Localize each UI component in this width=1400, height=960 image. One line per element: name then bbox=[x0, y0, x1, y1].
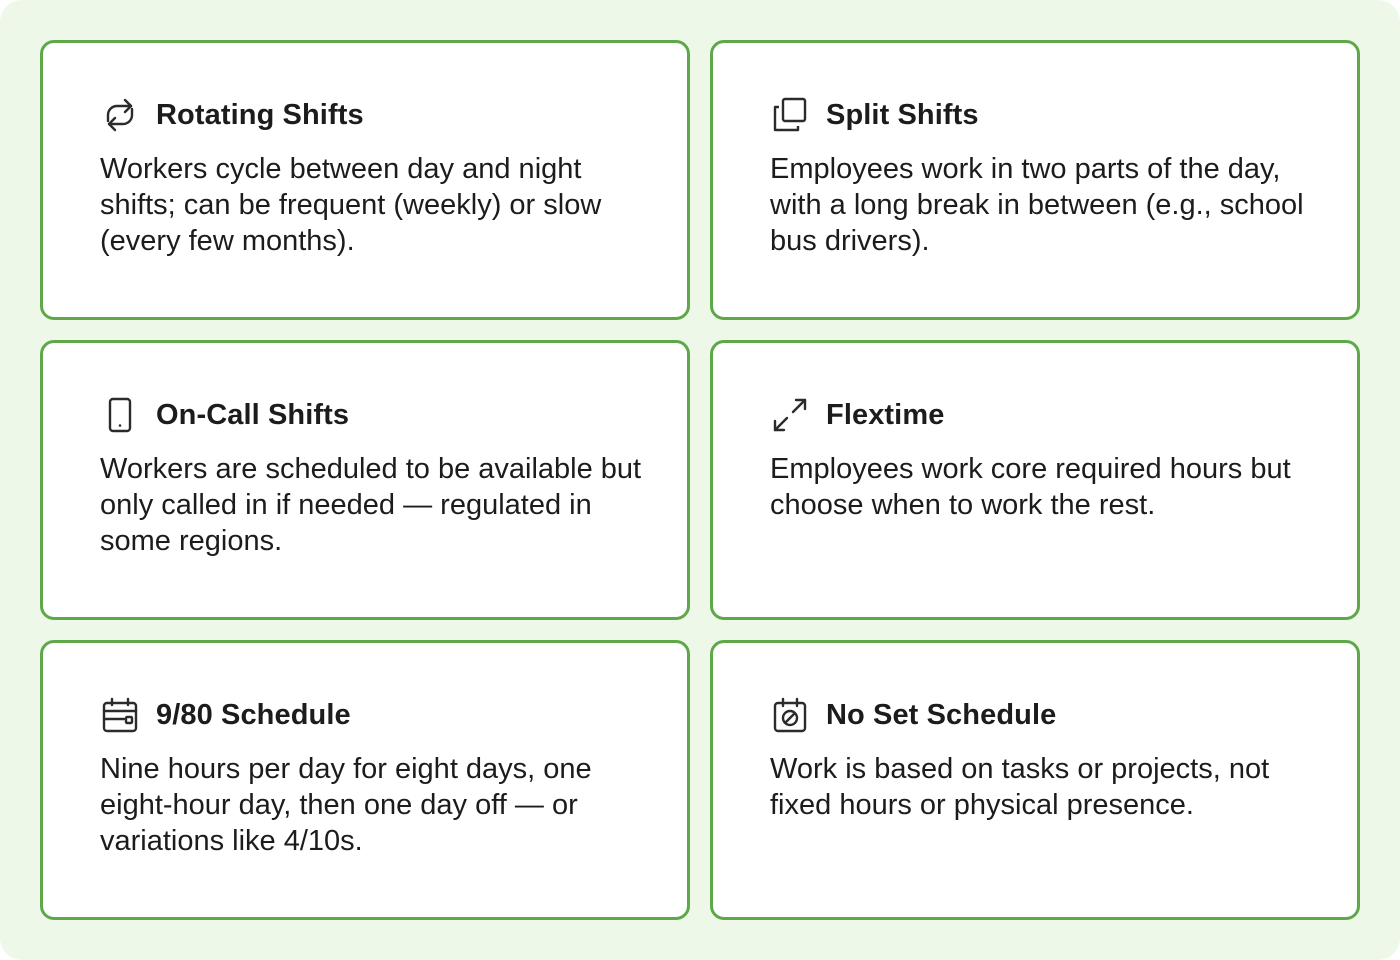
card-description: Employees work in two parts of the day, with a long break in between (e.g., school bus drivers). bbox=[770, 153, 1304, 257]
card-rotating-shifts bbox=[40, 40, 690, 320]
card-title: On-Call Shifts bbox=[156, 398, 350, 431]
card-no-set-schedule bbox=[710, 640, 1360, 920]
card-header bbox=[100, 95, 647, 135]
expand-arrows-icon bbox=[770, 395, 810, 435]
phone-icon bbox=[100, 395, 140, 435]
card-header bbox=[770, 395, 1317, 435]
card-title: 9/80 Schedule bbox=[156, 698, 351, 731]
card-description: Nine hours per day for eight days, one eight-hour day, then one day off — or variations like 4/10s. bbox=[100, 753, 592, 857]
card-description: Employees work core required hours but choose when to work the rest. bbox=[770, 453, 1291, 521]
card-split-shifts bbox=[710, 40, 1360, 320]
card-description: Work is based on tasks or projects, not fixed hours or physical presence. bbox=[770, 753, 1270, 821]
card-title: No Set Schedule bbox=[826, 698, 1057, 731]
card-header bbox=[100, 695, 647, 735]
rotate-arrows-icon bbox=[100, 95, 140, 135]
card-flextime bbox=[710, 340, 1360, 620]
card-title: Split Shifts bbox=[826, 98, 979, 131]
card-header bbox=[770, 695, 1317, 735]
card-title: Rotating Shifts bbox=[156, 98, 364, 131]
card-9-80-schedule bbox=[40, 640, 690, 920]
calendar-icon bbox=[100, 695, 140, 735]
card-description: Workers are scheduled to be available but only called in if needed — regulated in some regions. bbox=[100, 453, 642, 557]
calendar-no-icon bbox=[770, 695, 810, 735]
card-header bbox=[100, 395, 647, 435]
copy-squares-icon bbox=[770, 95, 810, 135]
card-description: Workers cycle between day and night shifts; can be frequent (weekly) or slow (every few months). bbox=[100, 153, 602, 257]
shift-types-grid bbox=[40, 40, 1360, 920]
card-title: Flextime bbox=[826, 398, 945, 431]
card-header bbox=[770, 95, 1317, 135]
card-on-call-shifts bbox=[40, 340, 690, 620]
